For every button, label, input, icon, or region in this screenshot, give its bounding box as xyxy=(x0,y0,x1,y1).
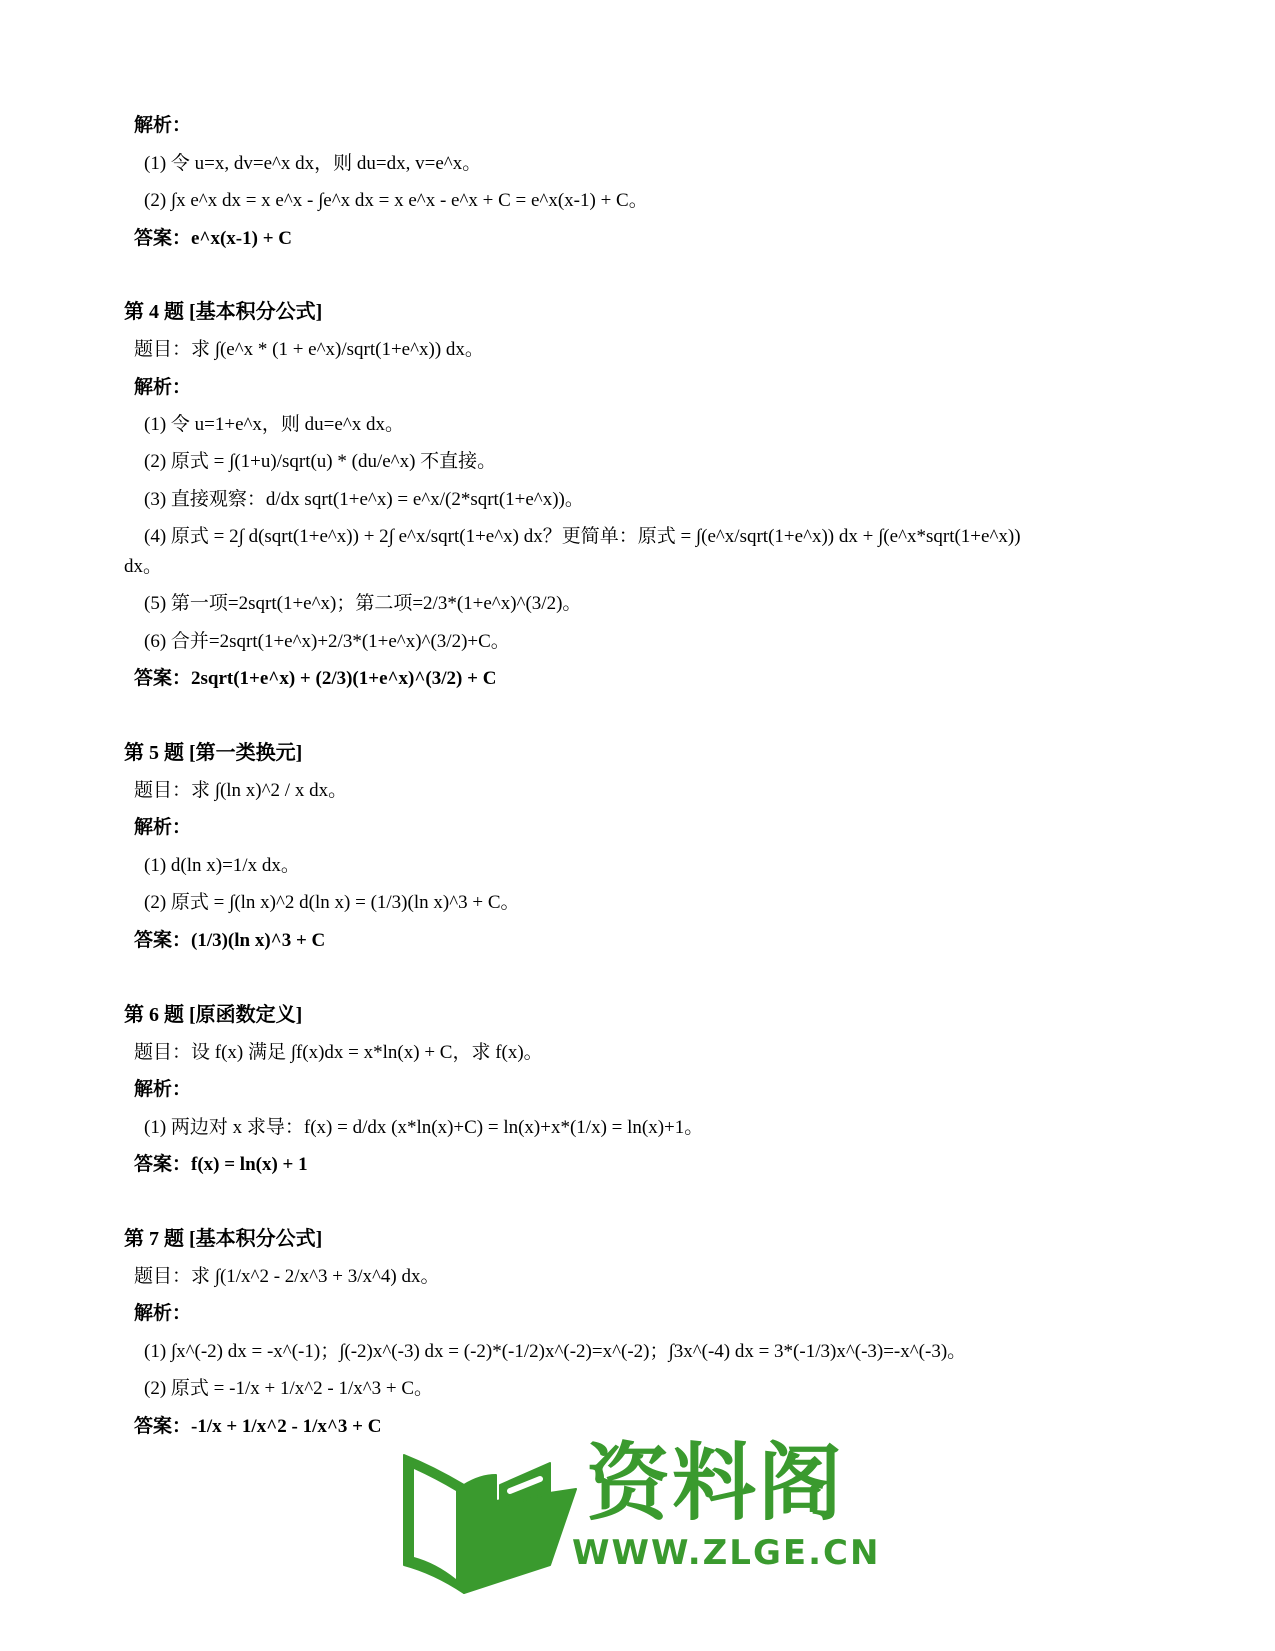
q4-title: 第 4 题 [基本积分公式] xyxy=(124,301,323,323)
q5-problem: 题目：求 ∫(ln x)^2 / x dx。 xyxy=(134,780,348,801)
q3-step-2: (2) ∫x e^x dx = x e^x - ∫e^x dx = x e^x - e^x + C = e^x(x-1) + C。 xyxy=(144,190,648,211)
q4-step-2: (2) 原式 = ∫(1+u)/sqrt(u) * (du/e^x) 不直接。 xyxy=(144,451,497,472)
q4-analysis-label: 解析： xyxy=(134,377,192,398)
q5-answer: 答案：(1/3)(ln x)^3 + C xyxy=(134,930,326,951)
q3-step-1: (1) 令 u=x, dv=e^x dx，则 du=dx, v=e^x。 xyxy=(144,153,482,174)
q5-step-1: (1) d(ln x)=1/x dx。 xyxy=(144,855,300,876)
q7-answer: 答案：-1/x + 1/x^2 - 1/x^3 + C xyxy=(134,1416,382,1437)
q6-analysis-label: 解析： xyxy=(134,1079,192,1100)
q6-step-1: (1) 两边对 x 求导：f(x) = d/dx (x*ln(x)+C) = ln(x)+x*(1/x) = ln(x)+1。 xyxy=(144,1117,704,1138)
watermark-logo xyxy=(400,1434,900,1595)
q4-step-3: (3) 直接观察：d/dx sqrt(1+e^x) = e^x/(2*sqrt(1+e^x))。 xyxy=(144,489,584,510)
q4-step-5: (5) 第一项=2sqrt(1+e^x)；第二项=2/3*(1+e^x)^(3/2)。 xyxy=(144,593,582,614)
q5-step-2: (2) 原式 = ∫(ln x)^2 d(ln x) = (1/3)(ln x)^3 + C。 xyxy=(144,892,520,913)
q4-step-4: (4) 原式 = 2∫ d(sqrt(1+e^x)) + 2∫ e^x/sqrt(1+e^x) dx？更简单：原式 = ∫(e^x/sqrt(1+e^x)) dx + ∫(e^x*sqrt(1+e^x)) xyxy=(144,526,1021,547)
q7-step-2: (2) 原式 = -1/x + 1/x^2 - 1/x^3 + C。 xyxy=(144,1378,434,1399)
watermark-brand: 资料阁 xyxy=(586,1434,845,1532)
q7-title: 第 7 题 [基本积分公式] xyxy=(124,1228,323,1250)
q7-step-1: (1) ∫x^(-2) dx = -x^(-1)；∫(-2)x^(-3) dx = (-2)*(-1/2)x^(-2)=x^(-2)；∫3x^(-4) dx = 3*(-1/3)x^(-3)=-x^(-3)。 xyxy=(144,1341,967,1362)
q7-problem: 题目：求 ∫(1/x^2 - 2/x^3 + 3/x^4) dx。 xyxy=(134,1266,440,1287)
q4-step-6: (6) 合并=2sqrt(1+e^x)+2/3*(1+e^x)^(3/2)+C。 xyxy=(144,631,510,652)
watermark-url: WWW.ZLGE.CN xyxy=(572,1533,881,1573)
q4-answer: 答案：2sqrt(1+e^x) + (2/3)(1+e^x)^(3/2) + C xyxy=(134,668,497,689)
q5-analysis-label: 解析： xyxy=(134,817,192,838)
q5-title: 第 5 题 [第一类换元] xyxy=(124,742,303,764)
q7-analysis-label: 解析： xyxy=(134,1303,192,1324)
q6-title: 第 6 题 [原函数定义] xyxy=(124,1004,303,1026)
q4-step-4-wrap: dx。 xyxy=(124,556,163,577)
q4-problem: 题目：求 ∫(e^x * (1 + e^x)/sqrt(1+e^x)) dx。 xyxy=(134,339,484,360)
q6-problem: 题目：设 f(x) 满足 ∫f(x)dx = x*ln(x) + C，求 f(x)。 xyxy=(134,1042,543,1063)
q3-analysis-label: 解析： xyxy=(134,115,192,136)
q6-answer: 答案：f(x) = ln(x) + 1 xyxy=(134,1154,308,1175)
q4-step-1: (1) 令 u=1+e^x，则 du=e^x dx。 xyxy=(144,414,404,435)
q3-answer: 答案：e^x(x-1) + C xyxy=(134,228,293,249)
